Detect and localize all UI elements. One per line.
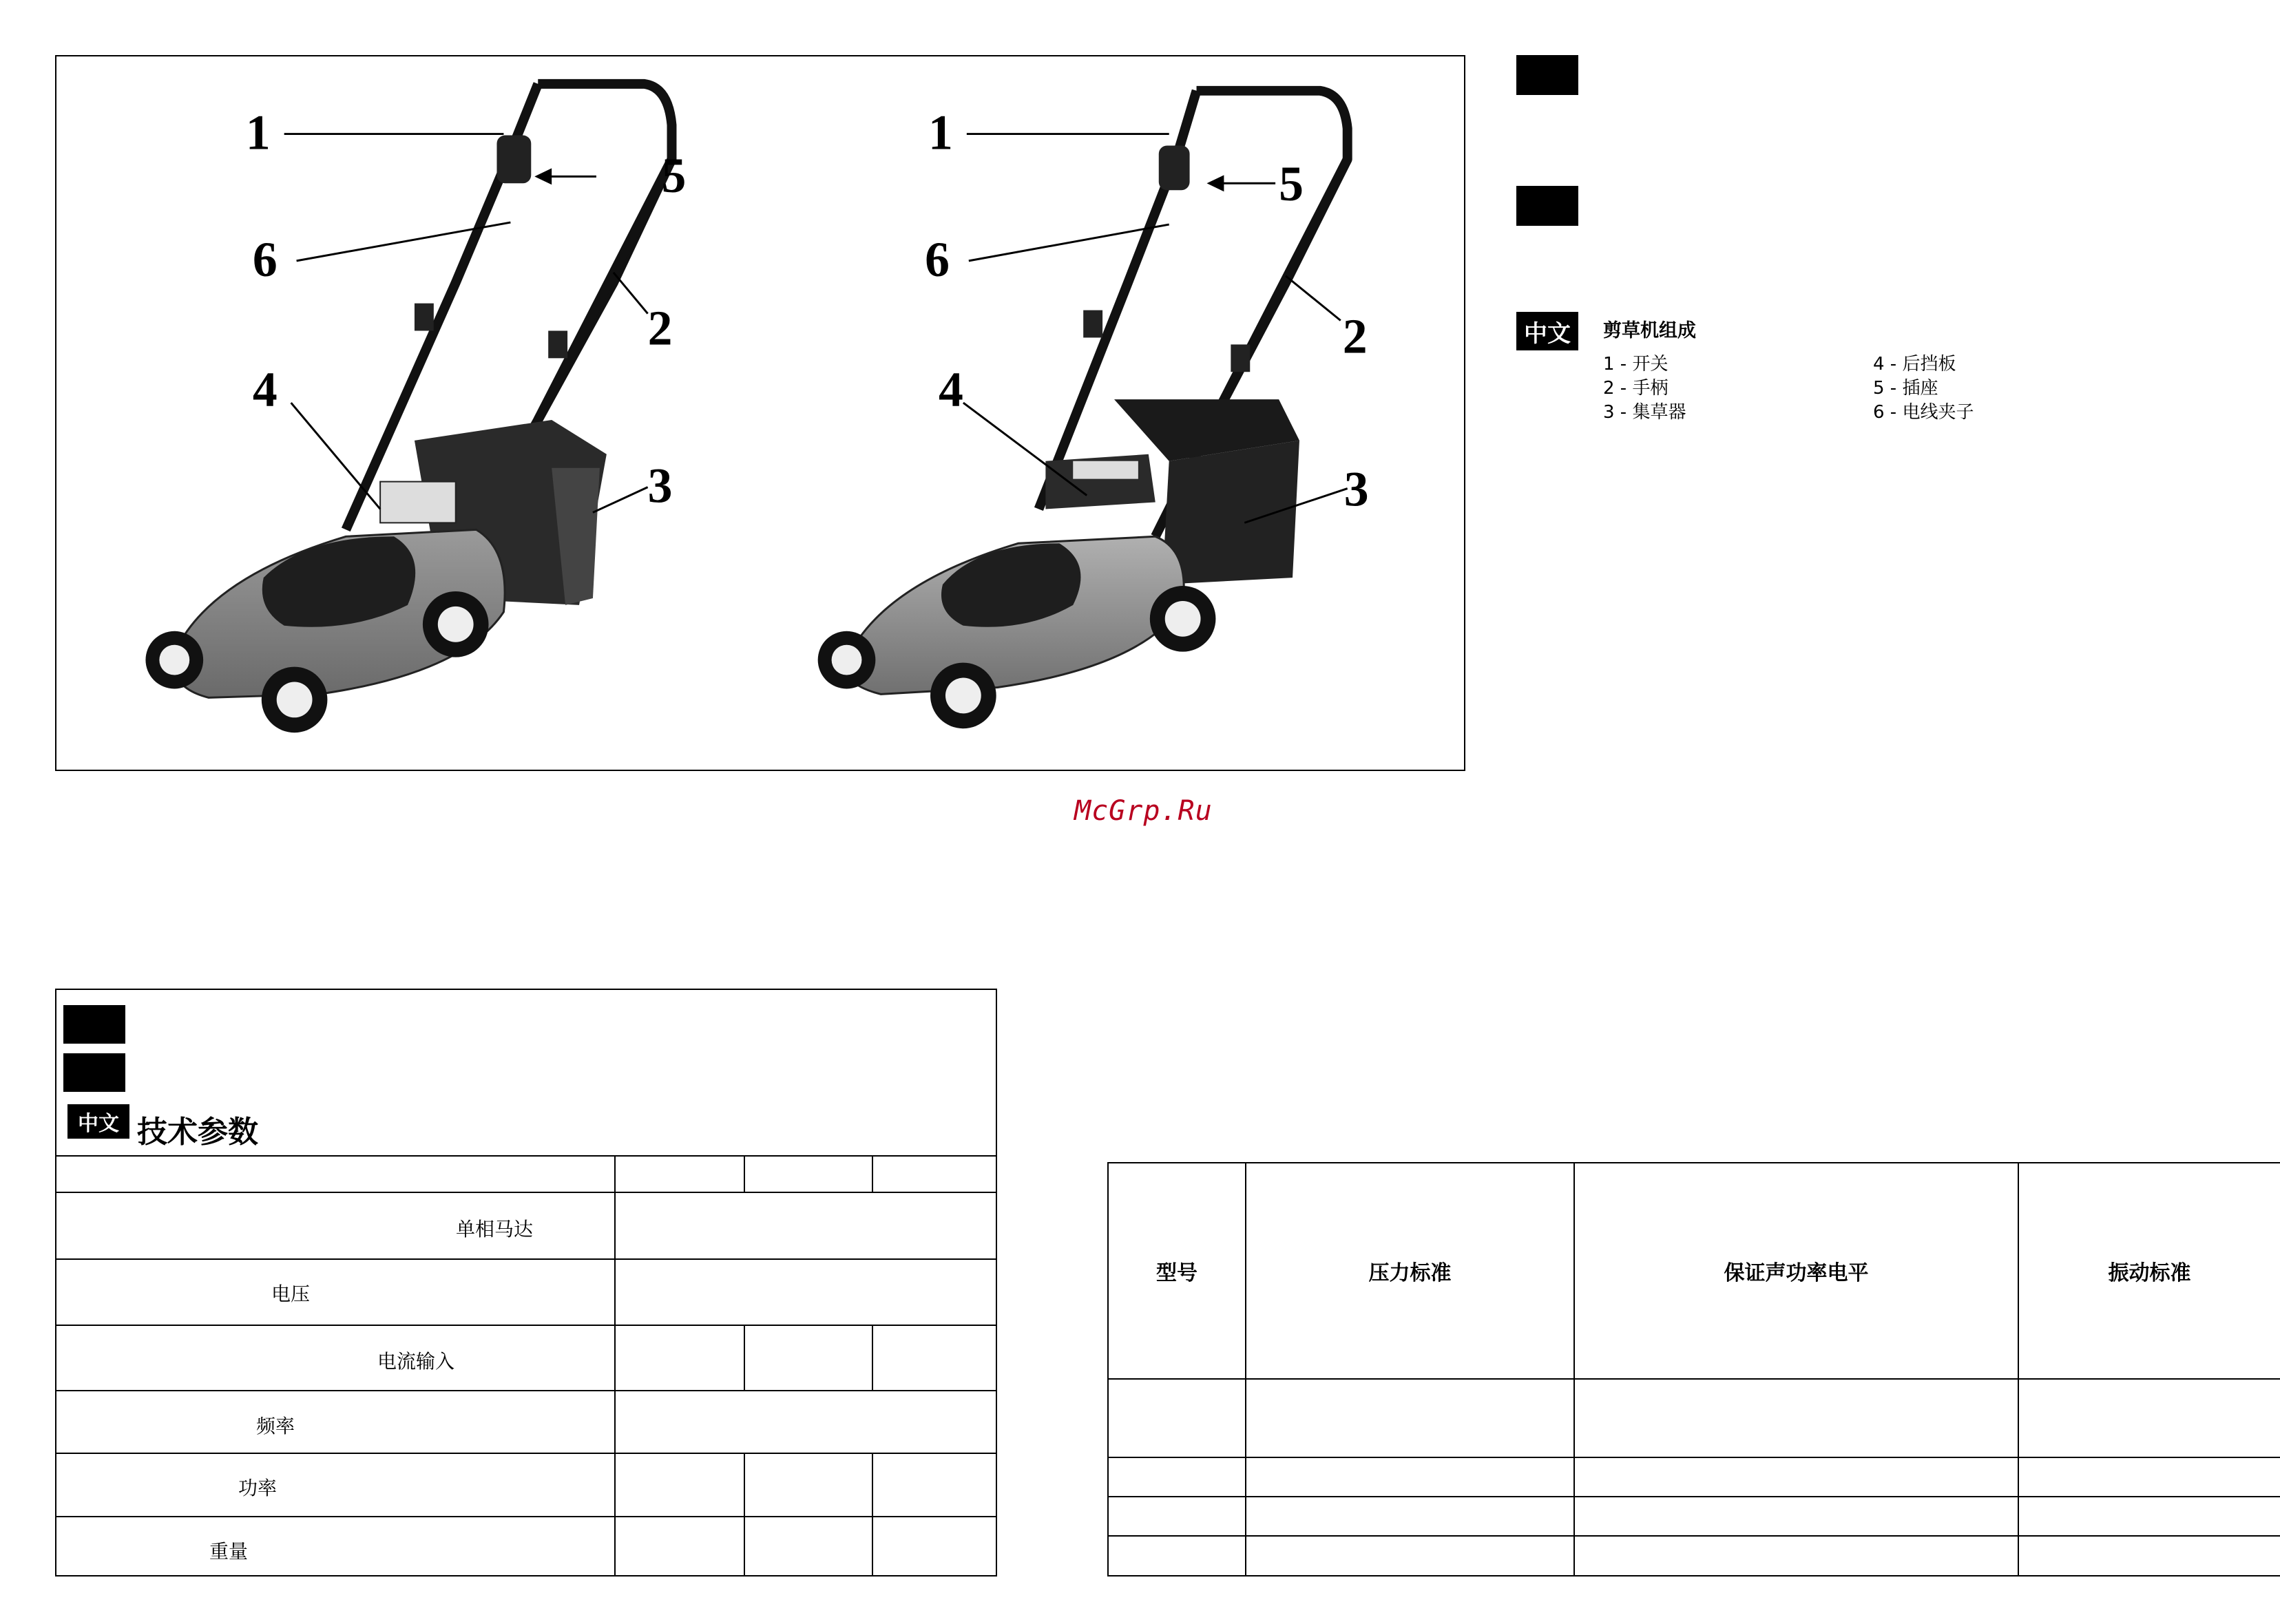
- header-model: 型号: [1108, 1163, 1246, 1379]
- table-rule: [744, 1155, 745, 1192]
- parts-title: 剪草机组成: [1603, 320, 1696, 341]
- table-rule: [56, 1258, 996, 1260]
- table-rule: [872, 1155, 873, 1192]
- header-vibration-standard: 振动标准: [2018, 1163, 2280, 1379]
- table-cell: [1574, 1457, 2018, 1497]
- spec-label-power: 功率: [238, 1477, 278, 1499]
- table-rule: [872, 1453, 873, 1576]
- table-cell: [2018, 1457, 2280, 1497]
- callout-6-left: 6: [252, 231, 278, 287]
- chinese-language-tag: 中文: [67, 1104, 129, 1139]
- mower-illustration-panel: [55, 55, 1465, 771]
- table-rule: [56, 1155, 996, 1157]
- spec-label-frequency: 频率: [256, 1415, 295, 1437]
- table-rule: [56, 1390, 996, 1391]
- header-pressure-standard: 压力标准: [1246, 1163, 1574, 1379]
- table-cell: [1246, 1379, 1574, 1457]
- mower-drawings: [56, 56, 1464, 770]
- table-cell: [1108, 1536, 1246, 1576]
- part-item: 1 - 开关: [1603, 354, 1669, 375]
- watermark: McGrp.Ru: [1074, 795, 1213, 827]
- table-rule: [56, 1453, 996, 1454]
- mower-left-drawing: [145, 84, 671, 732]
- language-block: [1516, 186, 1578, 226]
- table-rule: [56, 1516, 996, 1517]
- table-cell: [2018, 1379, 2280, 1457]
- callout-3-right: 3: [1343, 461, 1369, 517]
- callout-5-right: 5: [1279, 156, 1304, 212]
- spec-label-weight: 重量: [209, 1540, 249, 1563]
- part-item: 6 - 电线夹子: [1873, 402, 1974, 423]
- callout-3-left: 3: [647, 458, 673, 514]
- table-rule: [56, 1192, 996, 1193]
- callout-4-left: 4: [252, 362, 278, 418]
- table-rule: [872, 1325, 873, 1390]
- language-block: [63, 1053, 125, 1092]
- table-cell: [2018, 1536, 2280, 1576]
- part-item: 3 - 集草器: [1603, 402, 1686, 423]
- table-cell: [1108, 1497, 1246, 1536]
- chinese-language-tag: 中文: [1516, 312, 1578, 350]
- part-item: 2 - 手柄: [1603, 378, 1669, 399]
- tech-spec-table: [55, 989, 997, 1576]
- callout-1-right: 1: [928, 105, 953, 160]
- table-rule: [614, 1155, 616, 1576]
- mower-right-drawing: [818, 91, 1348, 728]
- spec-label-motor: 单相马达: [456, 1218, 534, 1241]
- language-block: [63, 1005, 125, 1044]
- spec-label-current: 电流输入: [377, 1350, 455, 1373]
- table-rule: [744, 1453, 745, 1576]
- part-item: 4 - 后挡板: [1873, 354, 1956, 375]
- table-cell: [1246, 1536, 1574, 1576]
- table-rule: [744, 1325, 745, 1390]
- standards-table: [1107, 1162, 2280, 1575]
- tech-spec-title: 技术参数: [137, 1115, 258, 1150]
- table-cell: [1246, 1497, 1574, 1536]
- table-cell: [1574, 1536, 2018, 1576]
- table-rule: [56, 1325, 996, 1326]
- table-cell: [1574, 1379, 2018, 1457]
- table-cell: [1108, 1379, 1246, 1457]
- callout-6-right: 6: [925, 231, 950, 287]
- callout-2-left: 2: [647, 300, 673, 356]
- spec-label-voltage: 电压: [271, 1283, 311, 1305]
- header-sound-power-level: 保证声功率电平: [1574, 1163, 2018, 1379]
- part-item: 5 - 插座: [1873, 378, 1938, 399]
- language-block: [1516, 55, 1578, 95]
- table-cell: [1246, 1457, 1574, 1497]
- table-cell: [2018, 1497, 2280, 1536]
- table-cell: [1108, 1457, 1246, 1497]
- callout-4-right: 4: [939, 362, 963, 418]
- callout-2-right: 2: [1342, 308, 1368, 364]
- callout-5-left: 5: [661, 148, 687, 204]
- table-cell: [1574, 1497, 2018, 1536]
- callout-1-left: 1: [245, 105, 271, 160]
